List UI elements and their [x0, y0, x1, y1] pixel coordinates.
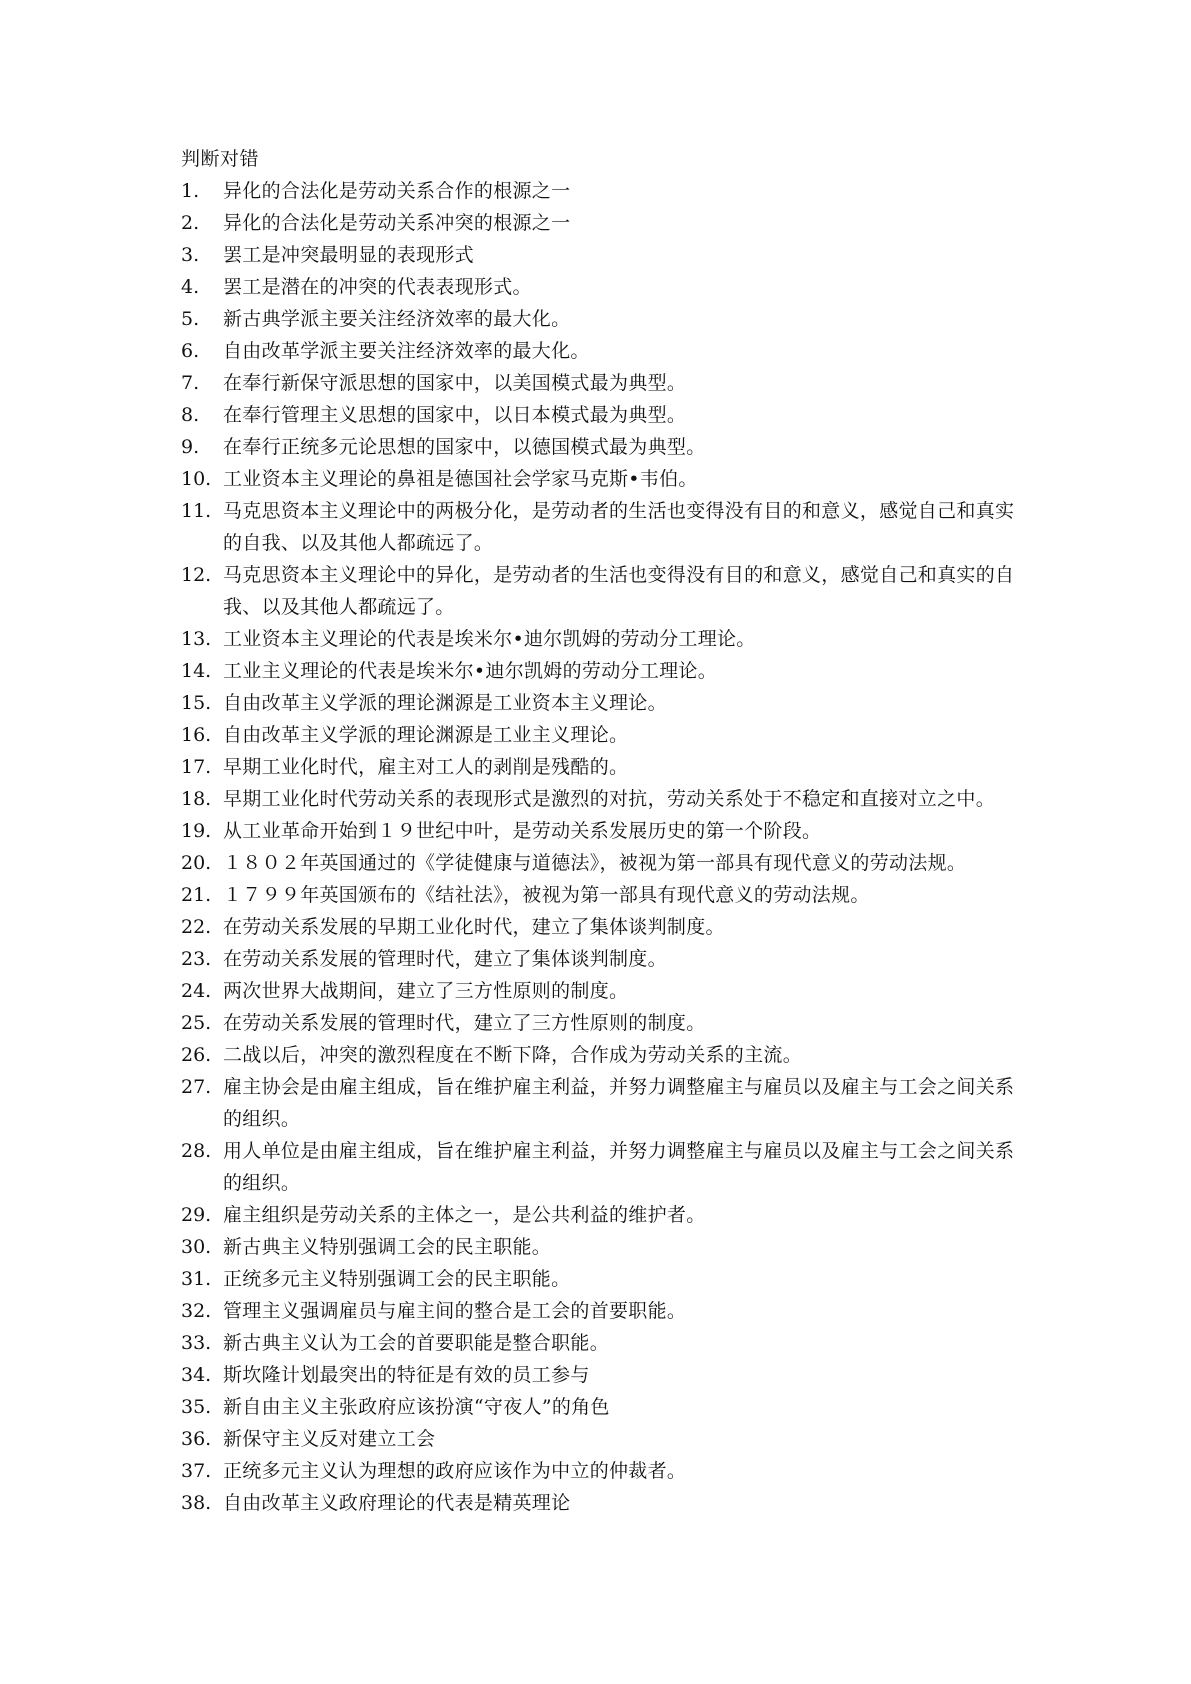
list-item — [181, 495, 1021, 559]
item-text: 从工业革命开始到１９世纪中叶，是劳动关系发展历史的第一个阶段。 — [223, 820, 822, 842]
item-number: 22. — [181, 916, 212, 938]
item-number: 20. — [181, 852, 212, 874]
list-item — [181, 1455, 1021, 1487]
question-list — [181, 175, 1021, 1519]
item-number: 19. — [181, 820, 212, 842]
list-item — [181, 751, 1021, 783]
item-number: 8. — [181, 404, 200, 426]
list-item — [181, 1295, 1021, 1327]
item-number: 26. — [181, 1044, 212, 1066]
item-text: 新保守主义反对建立工会 — [223, 1428, 436, 1450]
list-item — [181, 271, 1021, 303]
list-item — [181, 303, 1021, 335]
list-item — [181, 1423, 1021, 1455]
item-text: 新古典学派主要关注经济效率的最大化。 — [223, 308, 571, 330]
list-item — [181, 1135, 1021, 1199]
item-number: 12. — [181, 564, 212, 586]
item-text: 罢工是冲突最明显的表现形式 — [223, 244, 474, 266]
item-number: 32. — [181, 1300, 212, 1322]
item-text: 工业主义理论的代表是埃米尔•迪尔凯姆的劳动分工理论。 — [223, 660, 718, 682]
item-text: 在劳动关系发展的管理时代，建立了三方性原则的制度。 — [223, 1012, 706, 1034]
list-item — [181, 719, 1021, 751]
list-item — [181, 911, 1021, 943]
list-item — [181, 1007, 1021, 1039]
item-text: 工业资本主义理论的代表是埃米尔•迪尔凯姆的劳动分工理论。 — [223, 628, 756, 650]
item-text: １８０２年英国通过的《学徒健康与道德法》，被视为第一部具有现代意义的劳动法规。 — [223, 852, 967, 874]
item-number: 31. — [181, 1268, 212, 1290]
item-text: 二战以后，冲突的激烈程度在不断下降，合作成为劳动关系的主流。 — [223, 1044, 803, 1066]
list-item — [181, 1199, 1021, 1231]
list-item — [181, 783, 1021, 815]
item-number: 27. — [181, 1076, 212, 1098]
item-number: 4. — [181, 276, 200, 298]
list-item — [181, 1039, 1021, 1071]
item-text: 正统多元主义认为理想的政府应该作为中立的仲裁者。 — [223, 1460, 687, 1482]
list-item — [181, 815, 1021, 847]
item-number: 2. — [181, 212, 200, 234]
item-number: 18. — [181, 788, 212, 810]
item-number: 36. — [181, 1428, 212, 1450]
list-item — [181, 943, 1021, 975]
item-number: 13. — [181, 628, 212, 650]
item-text: 用人单位是由雇主组成，旨在维护雇主利益，并努力调整雇主与雇员以及雇主与工会之间关系的组织。 — [223, 1140, 1015, 1194]
item-number: 7. — [181, 372, 200, 394]
item-number: 9. — [181, 436, 200, 458]
item-number: 23. — [181, 948, 212, 970]
item-text: 管理主义强调雇员与雇主间的整合是工会的首要职能。 — [223, 1300, 687, 1322]
item-number: 38. — [181, 1492, 212, 1514]
item-number: 5. — [181, 308, 200, 330]
item-text: 两次世界大战期间，建立了三方性原则的制度。 — [223, 980, 629, 1002]
item-number: 15. — [181, 692, 212, 714]
item-number: 11. — [181, 500, 212, 522]
list-item — [181, 975, 1021, 1007]
item-number: 33. — [181, 1332, 212, 1354]
item-text: 异化的合法化是劳动关系合作的根源之一 — [223, 180, 571, 202]
item-text: 早期工业化时代，雇主对工人的剥削是残酷的。 — [223, 756, 629, 778]
list-item — [181, 175, 1021, 207]
item-text: 在奉行新保守派思想的国家中，以美国模式最为典型。 — [223, 372, 687, 394]
item-text: 新自由主义主张政府应该扮演“守夜人”的角色 — [223, 1396, 610, 1418]
item-number: 16. — [181, 724, 212, 746]
item-text: 自由改革主义学派的理论渊源是工业主义理论。 — [223, 724, 629, 746]
item-text: 罢工是潜在的冲突的代表表现形式。 — [223, 276, 532, 298]
item-text: 雇主组织是劳动关系的主体之一，是公共利益的维护者。 — [223, 1204, 706, 1226]
item-text: 工业资本主义理论的鼻祖是德国社会学家马克斯•韦伯。 — [223, 468, 698, 490]
item-number: 35. — [181, 1396, 212, 1418]
item-number: 28. — [181, 1140, 212, 1162]
list-item — [181, 207, 1021, 239]
item-text: 在奉行正统多元论思想的国家中，以德国模式最为典型。 — [223, 436, 706, 458]
list-item — [181, 1391, 1021, 1423]
item-number: 24. — [181, 980, 212, 1002]
item-number: 1. — [181, 180, 200, 202]
item-number: 21. — [181, 884, 212, 906]
item-number: 17. — [181, 756, 212, 778]
list-item — [181, 463, 1021, 495]
document-title: 判断对错 — [181, 148, 260, 170]
item-text: 自由改革主义政府理论的代表是精英理论 — [223, 1492, 571, 1514]
item-text: 雇主协会是由雇主组成，旨在维护雇主利益，并努力调整雇主与雇员以及雇主与工会之间关系的组织。 — [223, 1076, 1015, 1130]
list-item — [181, 623, 1021, 655]
list-item — [181, 399, 1021, 431]
item-text: 早期工业化时代劳动关系的表现形式是激烈的对抗，劳动关系处于不稳定和直接对立之中。 — [223, 788, 996, 810]
item-number: 29. — [181, 1204, 212, 1226]
item-text: 异化的合法化是劳动关系冲突的根源之一 — [223, 212, 571, 234]
item-number: 6. — [181, 340, 200, 362]
item-text: 新古典主义认为工会的首要职能是整合职能。 — [223, 1332, 610, 1354]
list-item — [181, 1071, 1021, 1135]
item-text: 斯坎隆计划最突出的特征是有效的员工参与 — [223, 1364, 590, 1386]
list-item — [181, 431, 1021, 463]
list-item — [181, 335, 1021, 367]
item-text: 马克思资本主义理论中的两极分化，是劳动者的生活也变得没有目的和意义，感觉自己和真实的自我、以及其他人都疏远了。 — [223, 500, 1015, 554]
list-item — [181, 559, 1021, 623]
item-text: 正统多元主义特别强调工会的民主职能。 — [223, 1268, 571, 1290]
item-number: 30. — [181, 1236, 212, 1258]
item-text: 自由改革学派主要关注经济效率的最大化。 — [223, 340, 590, 362]
item-number: 25. — [181, 1012, 212, 1034]
list-item — [181, 367, 1021, 399]
item-text: 在劳动关系发展的早期工业化时代，建立了集体谈判制度。 — [223, 916, 725, 938]
item-text: １７９９年英国颁布的《结社法》，被视为第一部具有现代意义的劳动法规。 — [223, 884, 870, 906]
list-item — [181, 687, 1021, 719]
list-item — [181, 655, 1021, 687]
item-number: 34. — [181, 1364, 212, 1386]
list-item — [181, 1327, 1021, 1359]
item-text: 在劳动关系发展的管理时代，建立了集体谈判制度。 — [223, 948, 667, 970]
item-text: 自由改革主义学派的理论渊源是工业资本主义理论。 — [223, 692, 667, 714]
item-number: 37. — [181, 1460, 212, 1482]
item-text: 新古典主义特别强调工会的民主职能。 — [223, 1236, 552, 1258]
item-number: 14. — [181, 660, 212, 682]
item-number: 3. — [181, 244, 200, 266]
list-item — [181, 1231, 1021, 1263]
item-text: 马克思资本主义理论中的异化，是劳动者的生活也变得没有目的和意义，感觉自己和真实的自我、以及其他人都疏远了。 — [223, 564, 1015, 618]
list-item — [181, 1263, 1021, 1295]
list-item — [181, 1359, 1021, 1391]
list-item — [181, 879, 1021, 911]
list-item — [181, 847, 1021, 879]
list-item — [181, 1487, 1021, 1519]
list-item — [181, 239, 1021, 271]
item-text: 在奉行管理主义思想的国家中，以日本模式最为典型。 — [223, 404, 687, 426]
item-number: 10. — [181, 468, 212, 490]
